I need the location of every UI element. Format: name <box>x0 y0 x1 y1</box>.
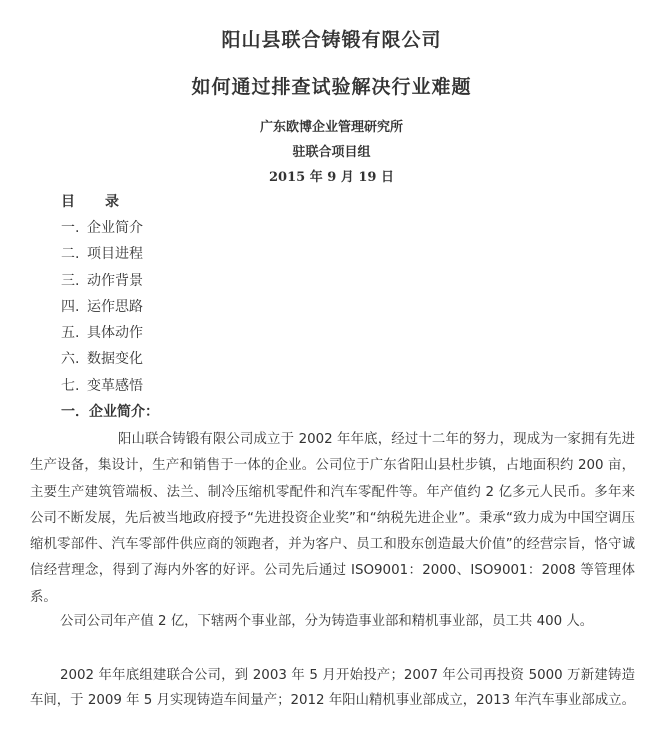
toc-item-label: 变革感悟 <box>87 377 143 394</box>
toc-item-number: 一. <box>61 220 80 236</box>
toc-item <box>61 244 143 270</box>
toc-item <box>61 297 143 323</box>
organization-name: 广东欧博企业管理研究所 <box>259 120 403 135</box>
toc-item-number: 六. <box>61 351 80 368</box>
toc-item-number: 五. <box>61 325 80 342</box>
body-paragraph: 2002 年年底组建联合公司，到 2003 年 5 月开始投产；2007 年公司再投资 5000 万新建铸造车间，于 2009 年 5 月实现铸造车间量产；2012 年阳山精机事业部成立，2013 年汽车事业部成立。 <box>30 668 635 708</box>
toc-item <box>61 271 143 297</box>
body-paragraph: 公司公司年产值 2 亿，下辖两个事业部，分为铸造事业部和精机事业部，员工共 400 人。 <box>60 614 594 629</box>
table-of-contents <box>61 218 143 402</box>
toc-item-number: 三. <box>61 272 80 289</box>
toc-item <box>61 376 143 402</box>
toc-item-number: 二. <box>61 246 80 263</box>
toc-item-number: 七. <box>61 377 80 394</box>
team-name: 驻联合项目组 <box>292 145 371 160</box>
toc-item-label: 项目进程 <box>87 246 143 263</box>
toc-item-label: 动作背景 <box>87 272 143 289</box>
toc-heading-left: 目 <box>61 194 75 210</box>
document-date: 2015 年 9 月 19 日 <box>269 170 394 185</box>
document-subtitle: 如何通过排查试验解决行业难题 <box>191 76 472 98</box>
toc-item-label: 运作思路 <box>87 298 143 315</box>
toc-item <box>61 349 143 375</box>
toc-item-number: 四. <box>61 298 80 315</box>
document-title: 阳山县联合铸锻有限公司 <box>221 29 442 51</box>
toc-item <box>61 323 143 349</box>
section-heading: 一．企业简介： <box>61 404 159 420</box>
body-paragraph: 阳山联合铸锻有限公司成立于 2002 年年底，经过十二年的努力，现成为一家拥有先进生产设备，集设计，生产和销售于一体的企业。公司位于广东省阳山县杜步镇，占地面积约 200 亩，主要生产建筑管端板、法兰、制冷压缩机零配件和汽车零配件等。年产值约 2 亿多元人民币。多年来公司不断发展，先后被当地政府授予“先进投资企业奖”和“纳税先进企业”。秉承“致力成为中国空调压缩机零部件、汽车零部件供应商的领跑者，并为客户、员工和股东创造最大价值”的经营宗旨，恪守诚信经营理念，得到了海内外客的好评。公司先后通过 ISO9001：2000、ISO9001：2008 等管理体系。 <box>30 432 635 605</box>
toc-heading <box>61 191 119 211</box>
toc-item-label: 企业简介 <box>87 220 143 236</box>
toc-item-label: 具体动作 <box>87 325 143 342</box>
toc-heading-right: 录 <box>105 194 119 210</box>
toc-item-label: 数据变化 <box>87 351 143 368</box>
toc-item <box>61 218 143 244</box>
